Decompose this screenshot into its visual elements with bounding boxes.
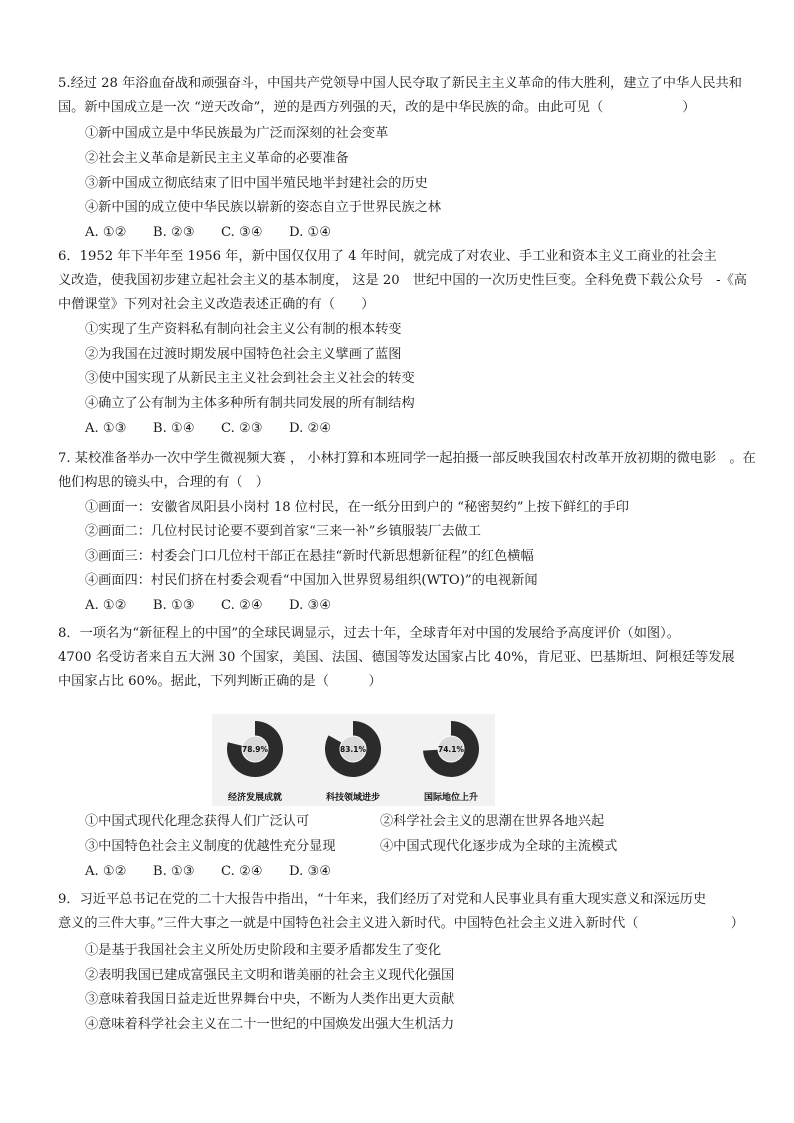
donut-value-label: 83.1%: [339, 745, 367, 754]
q9-option-2: ②表明我国已建成富强民主文明和谐美丽的社会主义现代化强国: [85, 968, 455, 983]
donut-category-label: 经济发展成就: [227, 793, 283, 803]
donut-chart-1: [227, 721, 283, 803]
q6-stem-line3: 中僧课堂》下列对社会主义改造表述正确的有（ ）: [58, 297, 375, 312]
survey-donut-charts: [212, 714, 495, 806]
q5-stem-line1: 5.经过 28 年浴血奋战和顽强奋斗，中国共产党领导中国人民夺取了新民主主义革命的伟大胜利，建立了中华人民共和: [58, 76, 742, 91]
q8-option-1: ①中国式现代化理念获得人们广泛认可: [85, 814, 310, 829]
q6-option-1: ①实现了生产资料私有制向社会主义公有制的根本转变: [85, 322, 402, 337]
q8-stem-line2: 4700 名受访者来自五大洲 30 个国家，美国、法国、德国等发达国家占比 40%，肯尼亚、巴基斯坦、阿根廷等发展: [58, 650, 735, 665]
q5-option-3: ③新中国成立彻底结束了旧中国半殖民地半封建社会的历史: [85, 176, 428, 191]
q9-option-1: ①是基于我国社会主义所处历史阶段和主要矛盾都发生了变化: [85, 943, 442, 958]
q5-answers: A. ①② B. ②③ C. ③④ D. ①④: [85, 225, 332, 240]
q5-option-2: ②社会主义革命是新民主主义革命的必要准备: [85, 151, 349, 166]
q7-answers: A. ①② B. ①③ C. ②④ D. ③④: [85, 598, 332, 613]
q9-option-3: ③意味着我国日益走近世界舞台中央，不断为人类作出更大贡献: [85, 992, 455, 1007]
q6-option-2: ②为我国在过渡时期发展中国特色社会主义擘画了蓝图: [85, 347, 402, 362]
q8-option-3: ③中国特色社会主义制度的优越性充分显现: [85, 839, 336, 854]
q7-stem-line1: 7. 某校准备举办一次中学生微视频大赛 ， 小林打算和本班同学一起拍摄一部反映我国农村改革开放初期的微电影 。在: [58, 451, 756, 466]
donut-category-label: 科技领域进步: [325, 793, 381, 803]
q7-option-1: ①画面一：安徽省凤阳县小岗村 18 位村民，在一纸分田到户的 “秘密契约”上按下鲜红的手印: [85, 500, 629, 515]
q7-stem-line2: 他们构思的镜头中，合理的有（ ）: [58, 475, 269, 490]
q5-option-1: ①新中国成立是中华民族最为广泛而深刻的社会变革: [85, 126, 389, 141]
q8-answers: A. ①② B. ①③ C. ②④ D. ③④: [85, 864, 332, 879]
survey-chart: [212, 714, 495, 806]
donut-value-label: 78.9%: [241, 745, 269, 754]
q8-option-2: ②科学社会主义的思潮在世界各地兴起: [380, 814, 605, 829]
q9-option-4: ④意味着科学社会主义在二十一世纪的中国焕发出强大生机活力: [85, 1017, 455, 1032]
q6-stem-line2: 义改造，使我国初步建立起社会主义的基本制度， 这是 20 世纪中国的一次历史性巨变。全科免费下载公众号 -《高: [58, 273, 747, 288]
q5-option-4: ④新中国的成立使中华民族以崭新的姿态自立于世界民族之林: [85, 200, 442, 215]
q7-option-3: ③画面三：村委会门口几位村干部正在悬挂“新时代新思想新征程”的红色横幅: [85, 549, 534, 564]
q9-stem-line2: 意义的三件大事。”三件大事之一就是中国特色社会主义进入新时代。中国特色社会主义进入新时代（ ）: [58, 916, 744, 931]
q8-stem-line1: 8．一项名为“新征程上的中国”的全球民调显示，过去十年，全球青年对中国的发展给予高度评价（如图）。: [58, 626, 680, 641]
q7-option-2: ②画面二：几位村民讨论要不要到首家“三来一补”乡镇服装厂去做工: [85, 524, 481, 539]
q6-option-4: ④确立了公有制为主体多种所有制共同发展的所有制结构: [85, 396, 415, 411]
q9-stem-line1: 9．习近平总书记在党的二十大报告中指出，“十年来，我们经历了对党和人民事业具有重大现实意义和深远历史: [58, 892, 707, 907]
donut-category-label: 国际地位上升: [423, 793, 479, 803]
q5-stem-line2: 国。新中国成立是一次 “逆天改命”，逆的是西方列强的天，改的是中华民族的命。由此可见（ ）: [58, 100, 696, 115]
q6-option-3: ③使中国实现了从新民主主义社会到社会主义社会的转变: [85, 371, 415, 386]
q6-answers: A. ①③ B. ①④ C. ②③ D. ②④: [85, 421, 332, 436]
q8-option-4: ④中国式现代化逐步成为全球的主流模式: [380, 839, 618, 854]
donut-chart-3: [423, 721, 479, 803]
donut-value-label: 74.1%: [437, 745, 465, 754]
q7-option-4: ④画面四：村民们挤在村委会观看“中国加入世界贸易组织(WTO)”的电视新闻: [85, 573, 538, 588]
q6-stem-line1: 6．1952 年下半年至 1956 年，新中国仅仅用了 4 年时间，就完成了对农业、手工业和资本主义工商业的社会主: [58, 249, 717, 264]
q8-stem-line3: 中国家占比 60%。据此，下列判断正确的是（ ）: [58, 674, 382, 689]
donut-chart-2: [325, 721, 381, 803]
